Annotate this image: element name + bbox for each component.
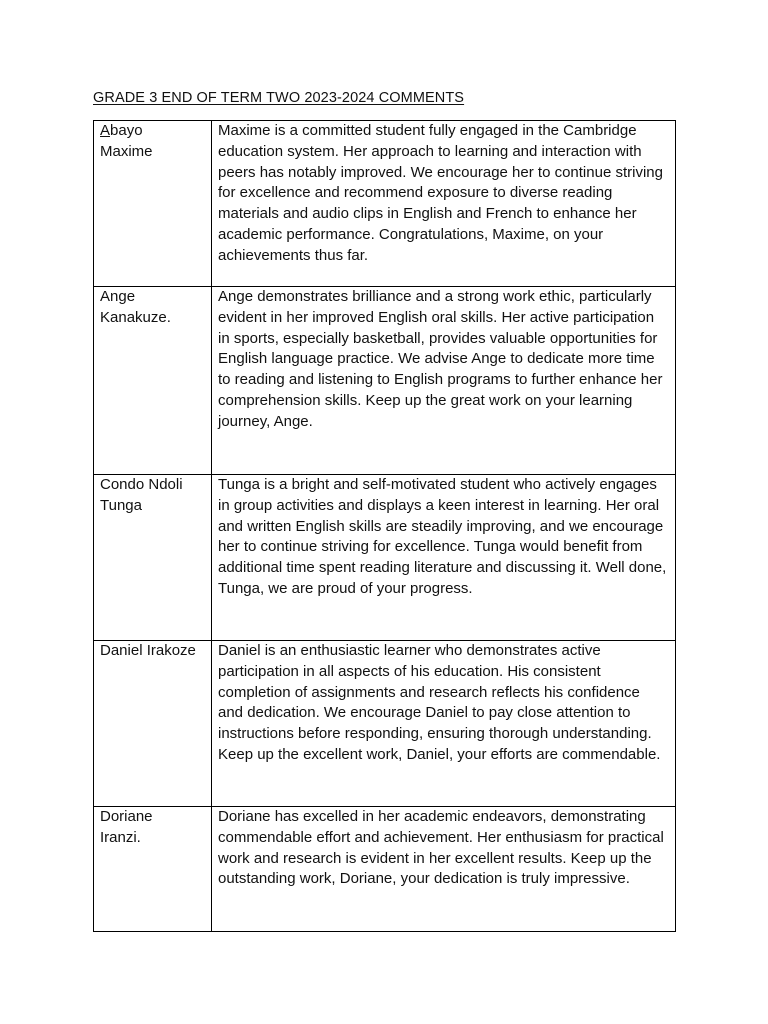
document-title: GRADE 3 END OF TERM TWO 2023-2024 COMMENTS <box>93 90 465 106</box>
table-row <box>94 475 676 641</box>
table-row <box>94 287 676 475</box>
student-name-line1 <box>100 121 205 142</box>
table-row <box>94 641 676 807</box>
student-name-cell <box>94 807 212 932</box>
student-name-rest: bayo <box>110 122 143 139</box>
student-comment: Daniel is an enthusiastic learner who demonstrates active participation in all aspects of his education. His consistent completion of assignments and research reflects his confidence and dedication. We encourage Daniel to pay close attention to instructions before responding, ensuring thorough understanding. Keep up the excellent work, Daniel, your efforts are commendable. <box>212 641 676 807</box>
student-comment: Maxime is a committed student fully engaged in the Cambridge education system. Her approach to learning and interaction with peers has notably improved. We encourage her to continue striving for excellence and recommend exposure to diverse reading materials and audio clips in English and French to enhance her academic performance. Congratulations, Maxime, on your achievements thus far. <box>212 121 676 287</box>
table-row <box>94 121 676 287</box>
student-name-line1: Daniel Irakoze <box>100 642 196 659</box>
student-name-line2: Iranzi. <box>100 828 141 846</box>
student-comment: Ange demonstrates brilliance and a strong work ethic, particularly evident in her improved English oral skills. Her active participation in sports, especially basketball, provides valuable opportunities for English language practice. We advise Ange to dedicate more time to reading and listening to English programs to further enhance her comprehension skills. Keep up the great work on your learning journey, Ange. <box>212 287 676 475</box>
student-name-line2: Maxime <box>100 142 153 160</box>
student-name-line2: Tunga <box>100 496 142 514</box>
student-name-cell <box>94 641 212 807</box>
student-name-cell <box>94 121 212 287</box>
student-name-line2: Kanakuze. <box>100 308 171 326</box>
student-name-line1: Ange <box>100 288 136 305</box>
student-comment: Doriane has excelled in her academic endeavors, demonstrating commendable effort and achievement. Her enthusiasm for practical work and research is evident in her excellent results. Keep up the outstanding work, Doriane, your dedication is truly impressive. <box>212 807 676 932</box>
comments-table <box>93 120 676 932</box>
student-comment: Tunga is a bright and self-motivated student who actively engages in group activities and displays a keen interest in learning. Her oral and written English skills are steadily improving, and we encourage her to continue striving for excellence. Tunga would benefit from additional time spent reading literature and discussing it. Well done, Tunga, we are proud of your progress. <box>212 475 676 641</box>
table-row <box>94 807 676 932</box>
student-name-line1: Doriane <box>100 808 153 825</box>
student-name-initial: A <box>100 122 111 139</box>
student-name-cell <box>94 287 212 475</box>
student-name-line1: Condo Ndoli <box>100 476 183 493</box>
student-name-cell <box>94 475 212 641</box>
